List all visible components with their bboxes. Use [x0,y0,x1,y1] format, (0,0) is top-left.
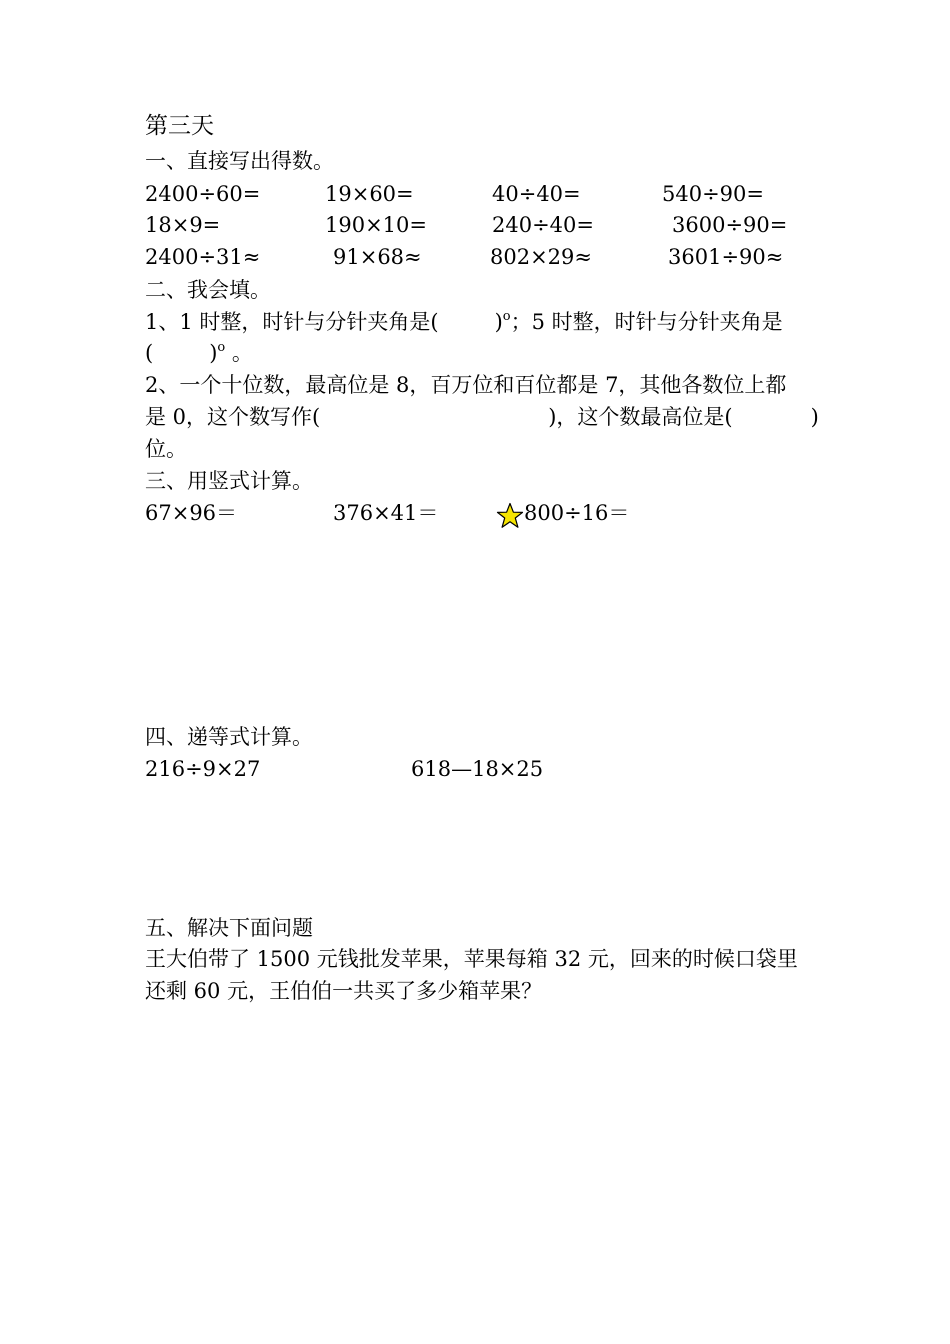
star-icon [496,502,524,530]
page-title: 第三天 [145,113,214,139]
degree-mark-1: o [502,309,511,324]
fill-q1-text-a: 1、1 时整，时针与分针夹角是( [145,310,439,334]
calc-r3-c2: 91×68≈ [333,245,422,269]
calc-r1-c2: 19×60= [325,182,414,206]
calc-r1-c3: 40÷40= [492,182,581,206]
fill-q2-line2 [145,403,819,431]
section5-heading: 五、解决下面问题 [145,916,313,940]
calc-r2-c3: 240÷40= [492,213,594,237]
vertical-calc-1: 67×96＝ [145,501,238,525]
fill-q2-text-b: )，这个数最高位是( [548,405,733,429]
section1-heading: 一、直接写出得数。 [145,149,334,173]
word-problem-line1: 王大伯带了 1500 元钱批发苹果，苹果每箱 32 元，回来的时候口袋里 [145,947,798,971]
calc-r3-c3: 802×29≈ [490,245,592,269]
section2-heading: 二、我会填。 [145,278,271,302]
fill-q1-line1 [145,308,783,340]
calc-r3-c1: 2400÷31≈ [145,245,261,269]
calc-r2-c1: 18×9= [145,213,221,237]
section3-heading: 三、用竖式计算。 [145,469,313,493]
fill-q1-text-f: 。 [225,341,253,365]
fill-q2-line3: 位。 [145,437,187,461]
fill-q2-text-a: 是 0，这个数写作( [145,405,321,429]
step-calc-2: 618—18×25 [411,757,544,781]
calc-r2-c4: 3600÷90= [672,213,788,237]
calc-r3-c4: 3601÷90≈ [668,245,784,269]
degree-mark-2: o [217,340,226,355]
step-calc-1: 216÷9×27 [145,757,261,781]
fill-q1-text-e: ) [209,341,218,365]
fill-q1-line2 [145,339,253,371]
fill-q1-text-b: ) [494,310,503,334]
vertical-calc-3: 800÷16＝ [524,501,630,525]
word-problem-line2: 还剩 60 元，王伯伯一共买了多少箱苹果？ [145,979,543,1003]
fill-q1-text-d: ( [145,341,154,365]
section4-heading: 四、递等式计算。 [145,725,313,749]
calc-r1-c1: 2400÷60= [145,182,261,206]
calc-r2-c2: 190×10= [325,213,427,237]
fill-q2-text-c: ) [810,405,819,429]
calc-r1-c4: 540÷90= [662,182,764,206]
fill-q2-line1: 2、一个十位数，最高位是 8，百万位和百位都是 7，其他各数位上都 [145,373,787,397]
fill-q1-text-c: ；5 时整，时针与分针夹角是 [510,310,783,334]
vertical-calc-2: 376×41＝ [333,501,439,525]
